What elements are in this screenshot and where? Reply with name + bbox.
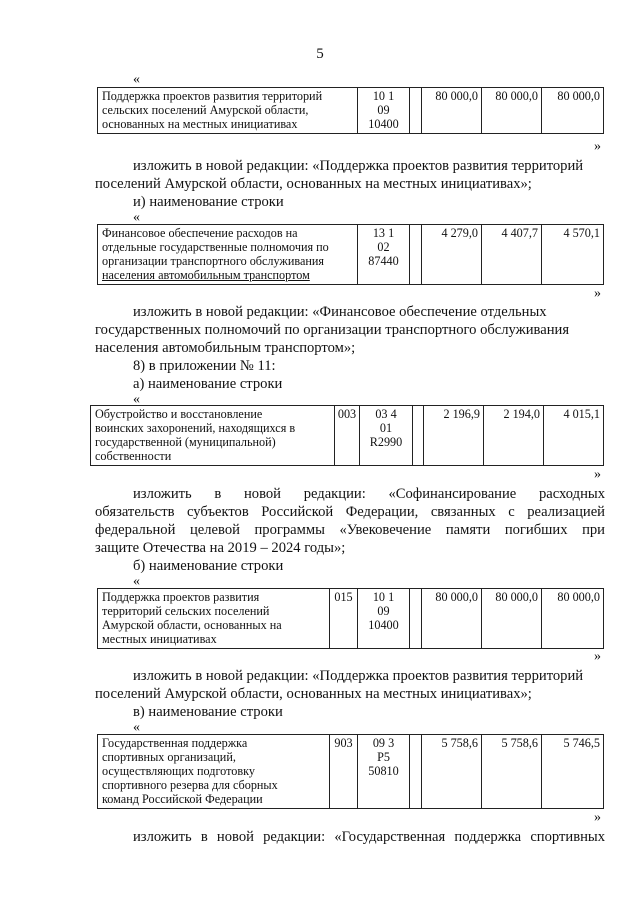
row-value-3: 4 570,1 xyxy=(542,225,604,285)
row-value-3: 80 000,0 xyxy=(542,589,604,649)
item-i: и) наименование строки xyxy=(133,194,284,210)
paragraph-2: изложить в новой редакции: «Финансовое обеспечение отдельных государственных полномочий по организации транспортного обслуживания населения автомобильным транспортом»; xyxy=(95,304,570,356)
row-code: 015 xyxy=(330,589,358,649)
open-quote: « xyxy=(133,210,140,225)
row-name: Государственная поддержка спортивных организаций, осуществляющих подготовку спортивного резерва для сборных команд Российской Федерации xyxy=(98,735,330,809)
open-quote: « xyxy=(133,574,140,589)
row-vr xyxy=(410,589,422,649)
row-vr xyxy=(410,225,422,285)
row-value-1: 80 000,0 xyxy=(422,88,482,134)
open-quote: « xyxy=(133,720,140,735)
close-quote: » xyxy=(594,810,601,825)
row-value-3: 80 000,0 xyxy=(542,88,604,134)
page-number: 5 xyxy=(316,46,324,62)
paragraph-3: изложить в новой редакции: «Софинансирование расходных обязательств субъектов Российской Федерации, связанных с реализацией федеральной целевой программы «Увековечение памяти погибших при защите Отечества на 2019 – 2024 годы»; xyxy=(95,486,605,556)
budget-table-4 xyxy=(97,588,604,649)
item-8: 8) в приложении № 11: xyxy=(133,358,276,374)
budget-table-2 xyxy=(97,224,604,285)
row-value-3: 5 746,5 xyxy=(542,735,604,809)
row-section: 03 4 01 R2990 xyxy=(360,406,413,466)
paragraph-5: изложить в новой редакции: «Государственная поддержка спортивных xyxy=(133,829,605,845)
row-name: Поддержка проектов развития территорий сельских поселений Амурской области, основанных на местных инициативах xyxy=(98,88,358,134)
row-value-1: 4 279,0 xyxy=(422,225,482,285)
row-code: 003 xyxy=(335,406,360,466)
budget-table-1 xyxy=(97,87,604,134)
item-v: в) наименование строки xyxy=(133,704,283,720)
row-value-1: 80 000,0 xyxy=(422,589,482,649)
row-value-2: 2 194,0 xyxy=(484,406,544,466)
close-quote: » xyxy=(594,649,601,664)
open-quote: « xyxy=(133,72,140,87)
item-b: б) наименование строки xyxy=(133,558,284,574)
row-section: 10 1 09 10400 xyxy=(358,589,410,649)
row-value-1: 2 196,9 xyxy=(424,406,484,466)
row-section: 13 1 02 87440 xyxy=(358,225,410,285)
row-name: Финансовое обеспечение расходов на отдельные государственные полномочия по организации транспортного обслуживания населения автомобильным транспортом xyxy=(98,225,358,285)
row-value-2: 4 407,7 xyxy=(482,225,542,285)
row-value-2: 5 758,6 xyxy=(482,735,542,809)
row-name: Обустройство и восстановление воинских захоронений, находящихся в государственной (муниципальной) собственности xyxy=(91,406,335,466)
row-vr xyxy=(413,406,424,466)
budget-table-3 xyxy=(90,405,604,466)
close-quote: » xyxy=(594,139,601,154)
row-value-1: 5 758,6 xyxy=(422,735,482,809)
row-name: Поддержка проектов развития территорий сельских поселений Амурской области, основанных на местных инициативах xyxy=(98,589,330,649)
paragraph-4: изложить в новой редакции: «Поддержка проектов развития территорий поселений Амурской области, основанных на местных инициативах»; xyxy=(95,668,584,702)
row-section: 09 3 P5 50810 xyxy=(358,735,410,809)
close-quote: » xyxy=(594,467,601,482)
row-vr xyxy=(410,88,422,134)
row-code: 903 xyxy=(330,735,358,809)
item-a: а) наименование строки xyxy=(133,376,283,392)
row-vr xyxy=(410,735,422,809)
budget-table-5 xyxy=(97,734,604,809)
row-value-2: 80 000,0 xyxy=(482,589,542,649)
close-quote: » xyxy=(594,286,601,301)
row-value-2: 80 000,0 xyxy=(482,88,542,134)
row-value-3: 4 015,1 xyxy=(544,406,604,466)
row-section: 10 1 09 10400 xyxy=(358,88,410,134)
open-quote: « xyxy=(133,392,140,407)
paragraph-1: изложить в новой редакции: «Поддержка проектов развития территорий поселений Амурской области, основанных на местных инициативах»; xyxy=(95,158,584,192)
